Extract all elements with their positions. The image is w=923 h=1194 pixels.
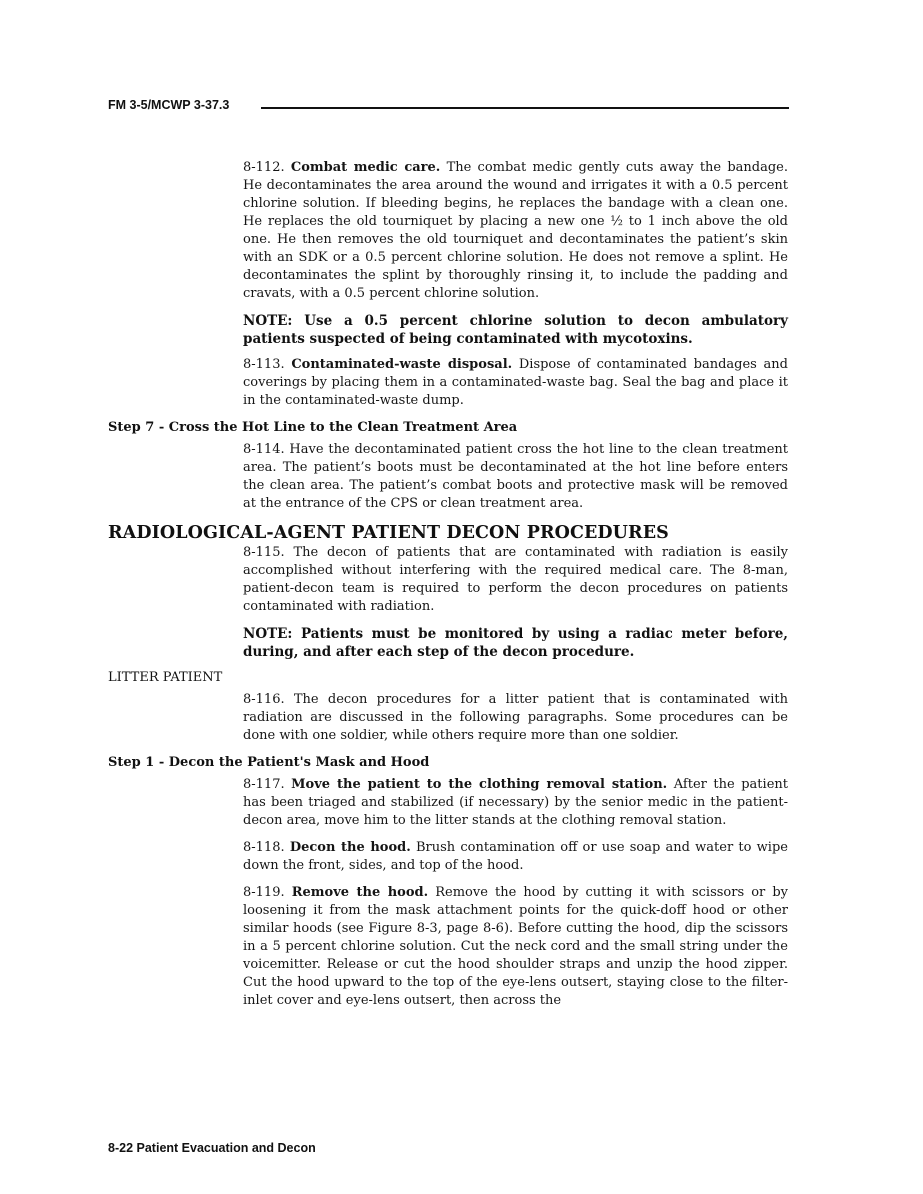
- step-7-heading: Step 7 - Cross the Hot Line to the Clean Treatment Area: [108, 420, 518, 435]
- paragraph-title: Move the patient to the clothing removal station.: [291, 777, 668, 792]
- paragraph-number: 8-113.: [243, 357, 285, 372]
- section-title: RADIOLOGICAL-AGENT PATIENT DECON PROCEDURES: [108, 523, 669, 543]
- paragraph-8-112: [243, 159, 788, 303]
- paragraph-text: Dispose of contaminated bandages and coverings by placing them in a contaminated-waste bag. Seal the bag and place it in the contaminated-waste dump.: [243, 357, 788, 408]
- paragraph-8-115: 8-115. The decon of patients that are contaminated with radiation is easily accomplished without interfering with the required medical care. The 8-man, patient-decon team is required to perform the decon procedures on patients contaminated with radiation.: [243, 545, 788, 614]
- page-footer: [108, 1141, 316, 1155]
- paragraph-number: 8-117.: [243, 777, 285, 792]
- paragraph-title: Decon the hood.: [289, 840, 411, 855]
- paragraph-title: Contaminated-waste disposal.: [291, 357, 513, 372]
- paragraph-8-119: [243, 884, 788, 1010]
- paragraph-number: 8-119.: [243, 885, 285, 900]
- paragraph-number: 8-118.: [243, 840, 285, 855]
- note-mycotoxins: NOTE: Use a 0.5 percent chlorine solution to decon ambulatory patients suspected of being contaminated with mycotoxins.: [243, 313, 788, 347]
- paragraph-8-118: [243, 839, 788, 875]
- paragraph-text: Brush contamination off or use soap and water to wipe down the front, sides, and top of the hood.: [243, 840, 788, 873]
- paragraph-title: Combat medic care.: [290, 160, 441, 175]
- step-1-heading: Step 1 - Decon the Patient's Mask and Hood: [108, 755, 430, 770]
- header-rule: [261, 107, 789, 109]
- paragraph-8-116: 8-116. The decon procedures for a litter patient that is contaminated with radiation are discussed in the following paragraphs. Some procedures can be done with one soldier, while others require more than one soldier.: [243, 692, 788, 743]
- paragraph-text: The combat medic gently cuts away the bandage. He decontaminates the area around the wound and irrigates it with a 0.5 percent chlorine solution. If bleeding begins, he replaces the bandage with a clean one. He replaces the old tourniquet by placing a new one ½ to 1 inch above the old one. He then removes the old tourniquet and decontaminates the patient’s skin with an SDK or a 0.5 percent chlorine solution. He does not remove a splint. He decontaminates the splint by thoroughly rinsing it, to include the padding and cravats, with a 0.5 percent chlorine solution.: [243, 160, 788, 301]
- paragraph-8-114: 8-114. Have the decontaminated patient cross the hot line to the clean treatment area. The patient’s boots must be decontaminated at the hot line before enters the clean area. The patient’s combat boots and protective mask will be removed at the entrance of the CPS or clean treatment area.: [243, 442, 788, 511]
- paragraph-number: 8-112.: [243, 160, 285, 175]
- page-number: 8-22: [108, 1141, 134, 1155]
- document-id: FM 3-5/MCWP 3-37.3: [108, 98, 230, 112]
- page-content: [108, 159, 788, 1019]
- paragraph-title: Remove the hood.: [291, 885, 429, 900]
- litter-patient-heading: LITTER PATIENT: [108, 670, 223, 685]
- paragraph-text: Remove the hood by cutting it with scissors or by loosening it from the mask attachment points for the quick-doff hood or other similar hoods (see Figure 8-3, page 8-6). Before cutting the hood, dip the scissors in a 5 percent chlorine solution. Cut the neck cord and the small string under the voicemitter. Release or cut the hood shoulder straps and unzip the hood zipper. Cut the hood upward to the top of the eye-lens outsert, staying close to the filter-inlet cover and eye-lens outsert, then across the: [243, 885, 789, 1008]
- paragraph-8-113: [243, 356, 788, 410]
- page-header: [108, 97, 789, 113]
- note-radiac-meter: NOTE: Patients must be monitored by using a radiac meter before, during, and after each step of the decon procedure.: [243, 626, 788, 660]
- paragraph-8-117: [243, 776, 788, 830]
- paragraph-text: After the patient has been triaged and stabilized (if necessary) by the senior medic in the patient-decon area, move him to the litter stands at the clothing removal station.: [243, 777, 788, 828]
- chapter-title: Patient Evacuation and Decon: [136, 1141, 316, 1155]
